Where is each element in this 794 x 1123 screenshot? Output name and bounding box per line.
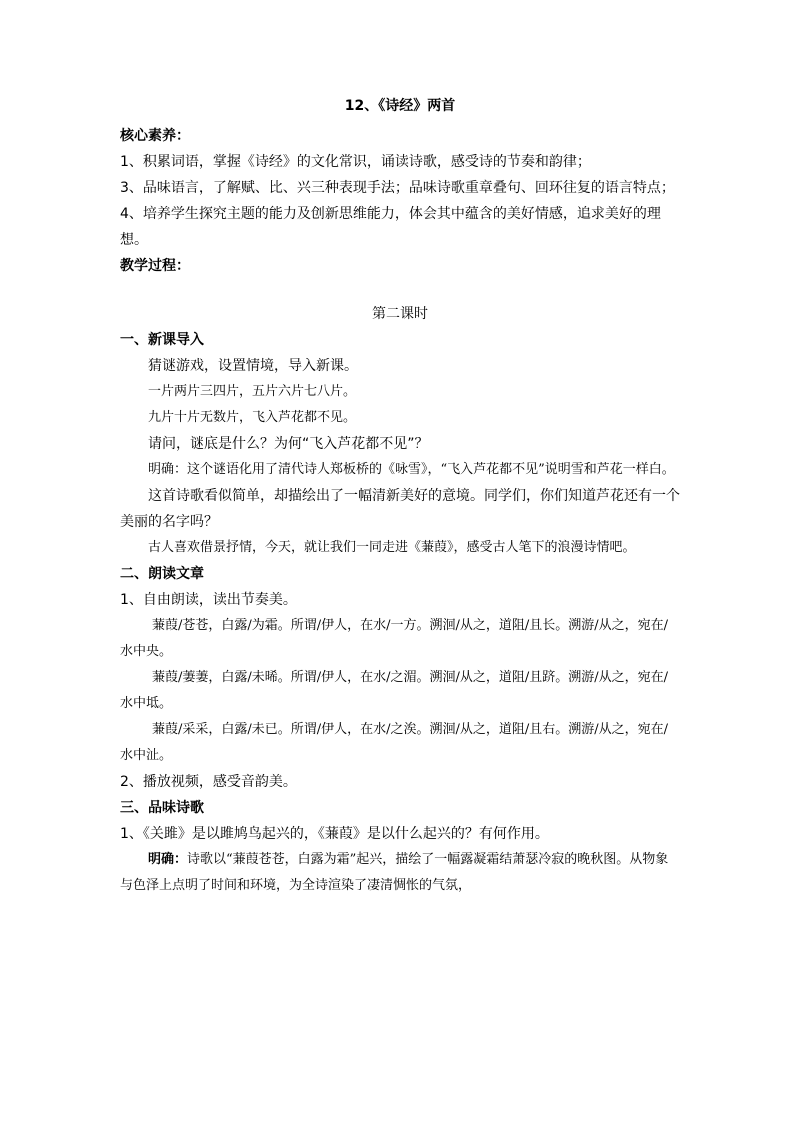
answer-text: 诗歌以“蒹葭苍苍，白露为霜”起兴，描绘了一幅露凝霜结萧瑟冷寂的晚秋图。从物象与色泽上点明了时间和环境，为全诗渲染了凄清惆怅的气氛， [120, 852, 669, 893]
answer-label: 明确： [148, 852, 188, 867]
riddle-answer: 明确：这个谜语化用了清代诗人郑板桥的《咏雪》，“飞入芦花都不见”说明雪和芦花一样白。 [148, 462, 675, 477]
poem-stanza-2: 蒹葭/萋萋，白露/未晞。所谓/伊人，在水/之湄。溯洄/从之，道阻/且跻。溯游/从之，宛在/水中坻。 [120, 670, 669, 711]
poem-stanza-3: 蒹葭/采采，白露/未已。所谓/伊人，在水/之涘。溯洄/从之，道阻/且右。溯游/从之，宛在/水中沚。 [120, 722, 669, 763]
section-2-item-1: 1、自由朗读，读出节奏美。 [120, 592, 297, 608]
section-2-heading: 二、朗读文章 [120, 566, 204, 582]
poem-stanza-1: 蒹葭/苍苍，白露/为霜。所谓/伊人，在水/一方。溯洄/从之，道阻/且长。溯游/从之，宛在/水中央。 [120, 618, 669, 659]
riddle-line-1: 一片两片三四片，五片六片七八片。 [148, 384, 357, 399]
riddle-question: 请问，谜底是什么？为何“飞入芦花都不见”？ [148, 436, 429, 452]
core-item-1: 1、积累词语，掌握《诗经》的文化常识，诵读诗歌，感受诗的节奏和韵律； [120, 154, 591, 170]
document-page [120, 95, 680, 899]
core-item-3: 3、品味语言，了解赋、比、兴三种表现手法；品味诗歌重章叠句、回环往复的语言特点； [120, 180, 675, 196]
section-1-paragraph-1: 猜谜游戏，设置情境，导入新课。 [148, 358, 358, 374]
section-3-question-1: 1、《关雎》是以雎鸠鸟起兴的，《蒹葭》是以什么起兴的？有何作用。 [120, 826, 549, 842]
core-heading: 核心素养： [120, 128, 190, 144]
section-1-heading: 一、新课导入 [120, 332, 204, 348]
process-heading: 教学过程： [120, 258, 190, 274]
core-item-4: 4、培养学生探究主题的能力及创新思维能力，体会其中蕴含的美好情感，追求美好的理想。 [120, 206, 661, 248]
section-2-item-2: 2、播放视频，感受音韵美。 [120, 774, 297, 790]
section-3-answer [120, 847, 680, 899]
riddle-line-2: 九片十片无数片，飞入芦花都不见。 [148, 410, 357, 425]
section-3-heading: 三、品味诗歌 [120, 800, 204, 816]
lesson-title: 第二课时 [372, 306, 428, 322]
section-1-paragraph-2: 这首诗歌看似简单，却描绘出了一幅清新美好的意境。同学们，你们知道芦花还有一个美丽的名字吗？ [120, 488, 680, 530]
section-1-paragraph-3: 古人喜欢借景抒情，今天，就让我们一同走进《蒹葭》，感受古人笔下的浪漫诗情吧。 [148, 540, 636, 555]
document-title: 12、《诗经》两首 [344, 98, 456, 114]
